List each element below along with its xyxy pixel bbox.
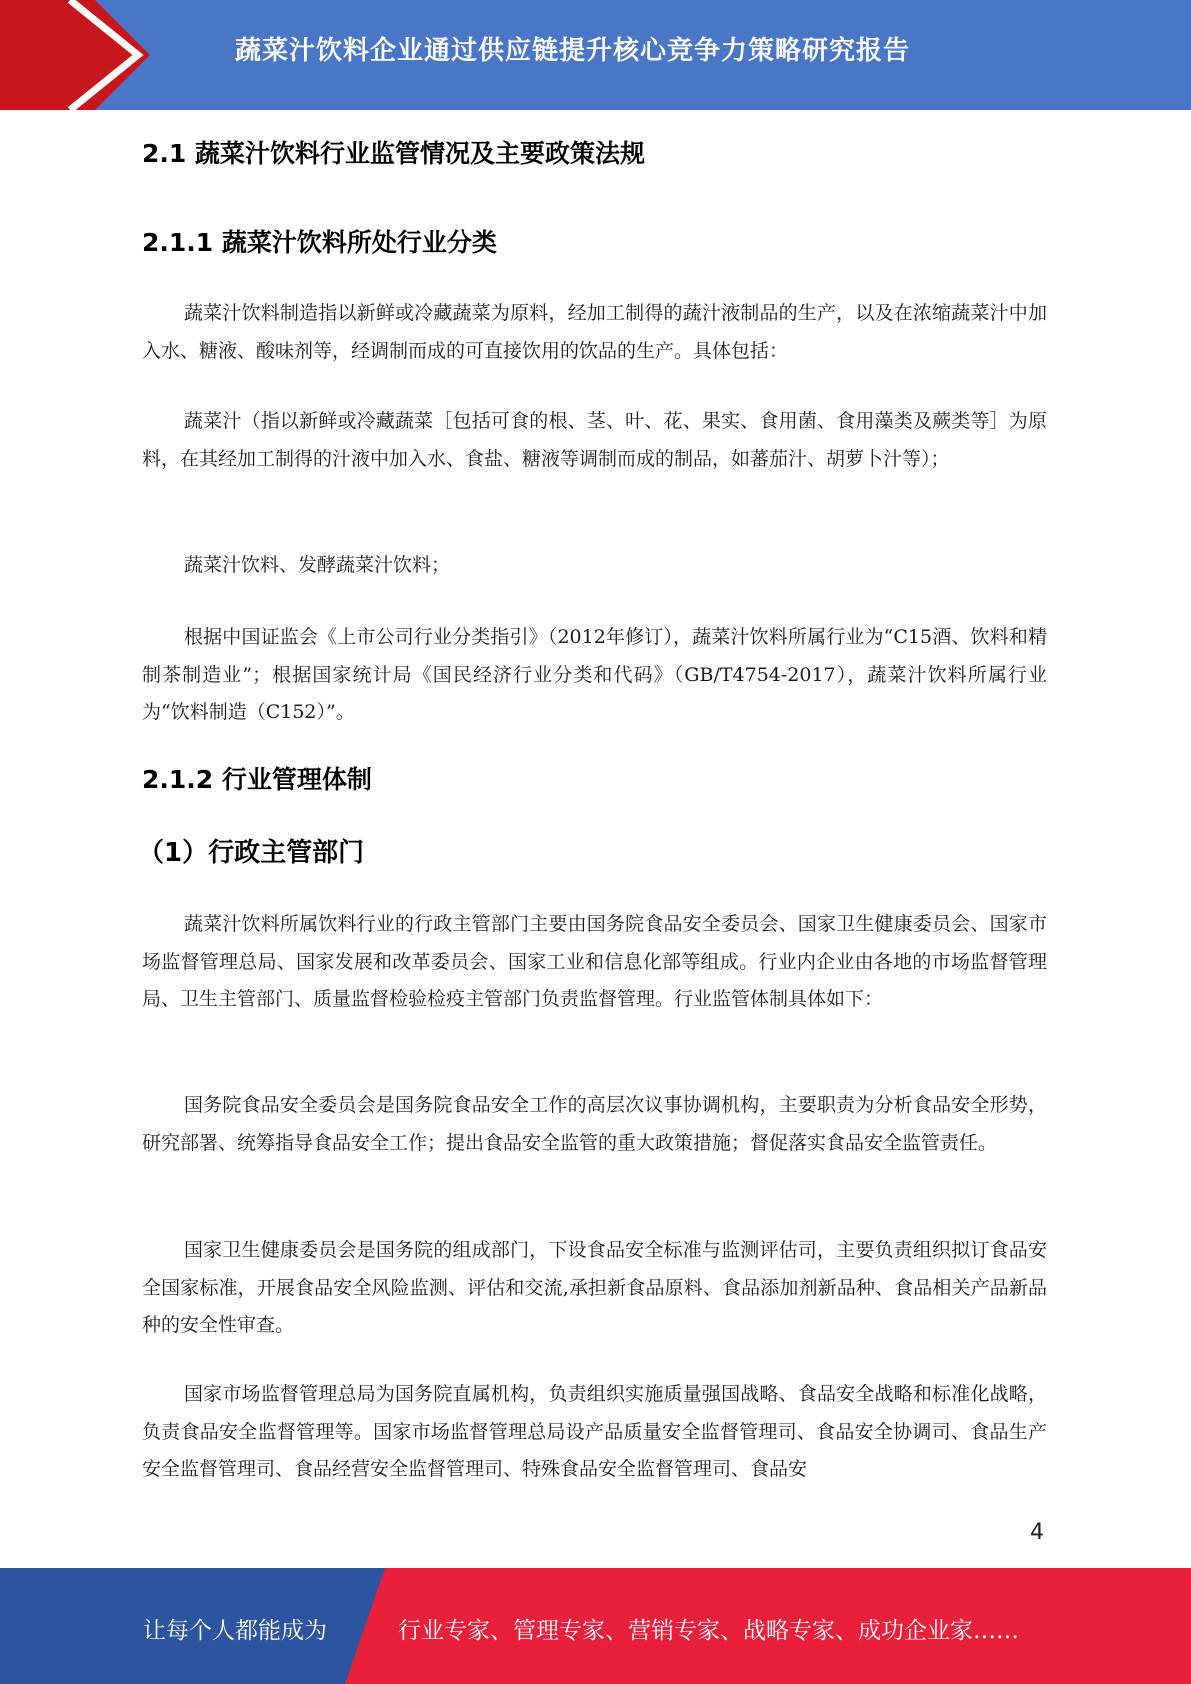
page-number: 4 bbox=[1030, 1520, 1044, 1545]
sub-subsection-heading: （1）行政主管部门 bbox=[138, 838, 365, 868]
footer-slogan-left: 让每个人都能成为 bbox=[143, 1618, 327, 1644]
paragraph: 国家卫生健康委员会是国务院的组成部门，下设食品安全标准与监测评估司，主要负责组织拟订食品安全国家标准，开展食品安全风险监测、评估和交流,承担新食品原料、食品添加剂新品种、食品相关产品新品种的安全性审查。 bbox=[142, 1239, 1047, 1336]
page-header bbox=[0, 0, 1191, 110]
report-title: 蔬菜汁饮料企业通过供应链提升核心竞争力策略研究报告 bbox=[235, 36, 911, 66]
footer-slogan-right: 行业专家、管理专家、营销专家、战略专家、成功企业家…… bbox=[398, 1618, 1019, 1644]
page-footer bbox=[0, 1568, 1191, 1684]
subsection-heading-classification: 2.1.1 蔬菜汁饮料所处行业分类 bbox=[142, 228, 497, 257]
paragraph: 国务院食品安全委员会是国务院食品安全工作的高层次议事协调机构，主要职责为分析食品安全形势，研究部署、统筹指导食品安全工作；提出食品安全监管的重大政策措施；督促落实食品安全监管责任。 bbox=[142, 1094, 1047, 1154]
paragraph: 蔬菜汁饮料所属饮料行业的行政主管部门主要由国务院食品安全委员会、国家卫生健康委员会、国家市场监督管理总局、国家发展和改革委员会、国家工业和信息化部等组成。行业内企业由各地的市场监督管理局、卫生主管部门、质量监督检验检疫主管部门负责监督管理。行业监管体制具体如下： bbox=[142, 913, 1047, 1010]
section-heading: 2.1 蔬菜汁饮料行业监管情况及主要政策法规 bbox=[142, 139, 645, 168]
paragraph: 根据中国证监会《上市公司行业分类指引》（2012年修订），蔬菜汁饮料所属行业为“C15酒、饮料和精制茶制造业”；根据国家统计局《国民经济行业分类和代码》（GB/T4754-2017），蔬菜汁饮料所属行业为“饮料制造（C152）”。 bbox=[142, 626, 1047, 723]
paragraph: 蔬菜汁饮料制造指以新鲜或冷藏蔬菜为原料，经加工制得的蔬汁液制品的生产，以及在浓缩蔬菜汁中加入水、糖液、酸味剂等，经调制而成的可直接饮用的饮品的生产。具体包括： bbox=[142, 302, 1047, 362]
subsection-heading-management: 2.1.2 行业管理体制 bbox=[142, 765, 372, 794]
paragraph: 国家市场监督管理总局为国务院直属机构，负责组织实施质量强国战略、食品安全战略和标准化战略，负责食品安全监督管理等。国家市场监督管理总局设产品质量安全监督管理司、食品安全协调司、食品生产安全监督管理司、食品经营安全监督管理司、特殊食品安全监督管理司、食品安 bbox=[142, 1383, 1047, 1480]
paragraph: 蔬菜汁饮料、发酵蔬菜汁饮料； bbox=[184, 554, 451, 576]
paragraph: 蔬菜汁（指以新鲜或冷藏蔬菜［包括可食的根、茎、叶、花、果实、食用菌、食用藻类及蕨类等］为原料，在其经加工制得的汁液中加入水、食盐、糖液等调制而成的制品，如蕃茄汁、胡萝卜汁等）； bbox=[142, 410, 1047, 470]
